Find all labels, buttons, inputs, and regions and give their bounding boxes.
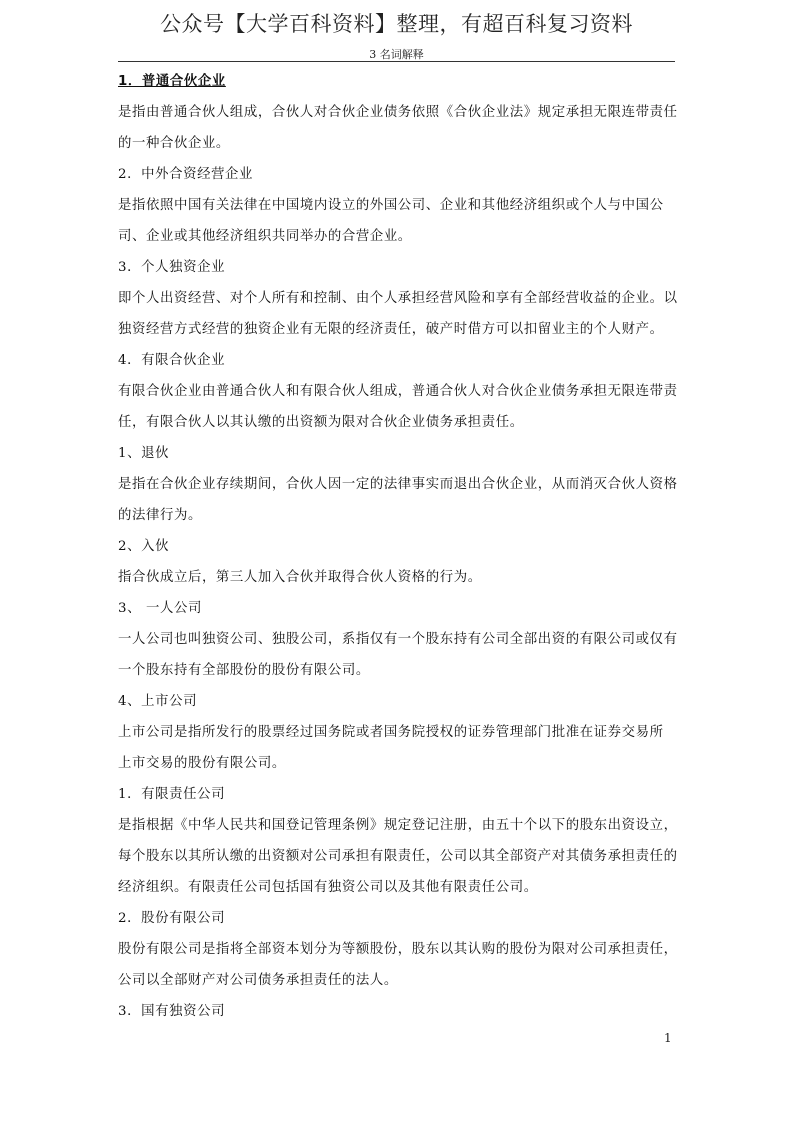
document-body (118, 66, 678, 1027)
paragraph-line: 是指依照中国有关法律在中国境内设立的外国公司、企业和其他经济组织或个人与中国公 (118, 198, 664, 213)
paragraph-line: 是指在合伙企业存续期间，合伙人因一定的法律事实而退出合伙企业，从而消灭合伙人资格 (118, 477, 678, 492)
paragraph-line: 上市公司是指所发行的股票经过国务院或者国务院授权的证券管理部门批准在证券交易所 (118, 725, 664, 740)
page-number: 1 (664, 1031, 672, 1045)
paragraph-line: 一个股东持有全部股份的股份有限公司。 (118, 663, 370, 678)
paragraph-line: 的法律行为。 (118, 508, 202, 523)
section-heading: 1．普通合伙企业 (118, 74, 226, 89)
paragraph-line: 任，有限合伙人以其认缴的出资额为限对合伙企业债务承担责任。 (118, 415, 524, 430)
paragraph-line: 司、企业或其他经济组织共同举办的合营企业。 (118, 229, 412, 244)
paragraph-line: 是指由普通合伙人组成，合伙人对合伙企业债务依照《合伙企业法》规定承担无限连带责任 (118, 105, 678, 120)
section-heading: 4．有限合伙企业 (118, 353, 226, 368)
paragraph-line: 上市交易的股份有限公司。 (118, 756, 286, 771)
section-heading: 2、入伙 (118, 539, 170, 554)
paragraph-line: 独资经营方式经营的独资企业有无限的经济责任，破产时借方可以扣留业主的个人财产。 (118, 322, 664, 337)
paragraph-line: 指合伙成立后，第三人加入合伙并取得合伙人资格的行为。 (118, 570, 482, 585)
section-heading: 3．国有独资公司 (118, 1004, 226, 1019)
paragraph-line: 是指根据《中华人民共和国登记管理条例》规定登记注册，由五十个以下的股东出资设立， (118, 818, 678, 833)
section-heading: 1．有限责任公司 (118, 787, 226, 802)
watermark-banner: 公众号【大学百科资料】整理，有超百科复习资料 (160, 12, 633, 36)
paragraph-line: 每个股东以其所认缴的出资额对公司承担有限责任，公司以其全部资产对其债务承担责任的 (118, 849, 678, 864)
section-heading: 3、 一人公司 (118, 601, 202, 616)
paragraph-line: 股份有限公司是指将全部资本划分为等额股份，股东以其认购的股份为限对公司承担责任， (118, 942, 678, 957)
section-heading: 2．中外合资经营企业 (118, 167, 254, 182)
section-heading: 2．股份有限公司 (118, 911, 226, 926)
paragraph-line: 的一种合伙企业。 (118, 136, 230, 151)
paragraph-line: 有限合伙企业由普通合伙人和有限合伙人组成，普通合伙人对合伙企业债务承担无限连带责 (118, 384, 678, 399)
section-heading: 1、退伙 (118, 446, 170, 461)
header-rule (118, 61, 675, 62)
section-heading: 3．个人独资企业 (118, 260, 226, 275)
section-heading: 4、上市公司 (118, 694, 198, 709)
paragraph-line: 公司以全部财产对公司债务承担责任的法人。 (118, 973, 398, 988)
paragraph-line: 一人公司也叫独资公司、独股公司，系指仅有一个股东持有公司全部出资的有限公司或仅有 (118, 632, 678, 647)
paragraph-line: 即个人出资经营、对个人所有和控制、由个人承担经营风险和享有全部经营收益的企业。以 (118, 291, 678, 306)
running-header: 3 名词解释 (369, 48, 424, 61)
paragraph-line: 经济组织。有限责任公司包括国有独资公司以及其他有限责任公司。 (118, 880, 538, 895)
